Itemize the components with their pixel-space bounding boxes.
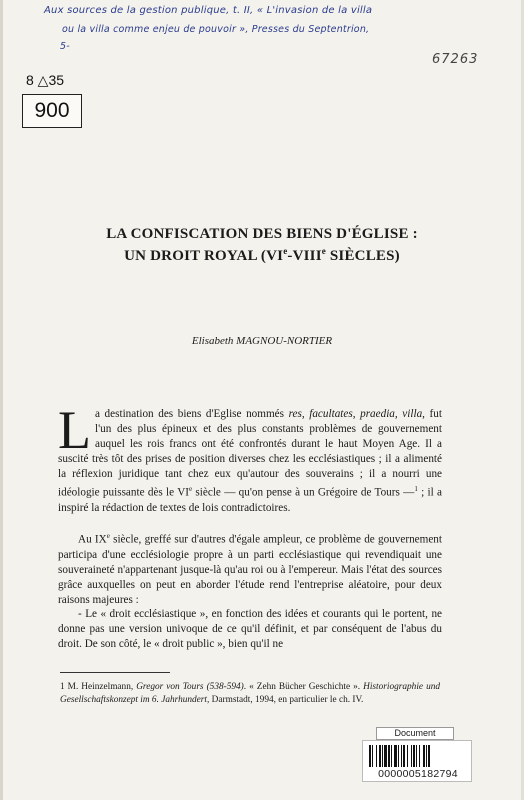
article-title-line-1: LA CONFISCATION DES BIENS D'ÉGLISE : <box>106 226 418 242</box>
handwritten-note-line-2: ou la villa comme enjeu de pouvoir », Presses du Septentrion, <box>62 24 370 35</box>
barcode-number: 0000005182794 <box>378 768 458 780</box>
stamp-box-number: 900 <box>34 99 70 122</box>
paragraph-text: ; il a inspiré la rédaction de textes de lois contradictoires. <box>58 486 443 514</box>
paragraph-text: , fut l'un des plus épineux et des plus constants problèmes de gouvernement auquel les rois francs ont été confrontés durant le haut Moyen Age. Il a suscité très tôt des prises de position diverses chez les ecclésiastiques ; il a alimenté la réflexion juridique tant chez eux qu'autour des souverains ; il a nourri une idéologie puissante dès le VI <box>58 408 442 499</box>
superscript: e <box>106 532 110 540</box>
footnote-reference: 1 <box>414 485 418 493</box>
footnote-divider <box>60 672 170 673</box>
paragraph-text: a destination des biens d'Eglise nommés <box>95 408 289 420</box>
title-text: -VIII <box>287 248 322 264</box>
handwritten-note-line-1: Aux sources de la gestion publique, t. II, « L'invasion de la villa <box>44 5 373 16</box>
paragraph-3: - Le « droit ecclésiastique », en fonction des idées et courants qui le portent, ne donne pas une version univoque de ce qu'il définit, et par conséquent de l'abus du droit. De son côté, le « droit public », bien qu'il ne <box>58 608 442 650</box>
footnote-1 <box>60 681 440 707</box>
stamp-shelf-mark: 8 △35 <box>26 72 65 88</box>
title-text: UN DROIT ROYAL (VI <box>124 248 284 264</box>
footnote-italic-text: Historiographie und Gesellschaftskonzept im 6. Jahrhundert <box>60 682 441 705</box>
paragraph-text: siècle — qu'on pense à un Grégoire de Tours — <box>192 486 415 499</box>
handwritten-catalog-code: 67263 <box>432 52 479 67</box>
article-title-line-2 <box>40 246 484 265</box>
barcode-sticker <box>362 740 472 782</box>
author-name: Elisabeth MAGNOU-NORTIER <box>191 335 333 347</box>
barcode-label: Document <box>376 727 454 740</box>
paragraph-italic-text: res, facultates, praedia, villa <box>288 408 423 420</box>
footnote-text: 1 M. Heinzelmann, <box>60 682 137 692</box>
paragraph-text: siècle, greffé sur d'autres d'égale ampleur, ce problème de gouvernement participa d'une ecclésiologie propre à un parti ecclésiastique qui revendiquait une souveraineté n'appartenant jusque-là qu'au roi ou à l'empereur. Mais l'état des sources grâce auxquelles on peut en aborder l'étude rend l'entreprise aléatoire, pour deux raisons majeures : <box>58 533 443 606</box>
title-text: SIÈCLES) <box>325 248 400 264</box>
title-superscript: e <box>283 246 288 256</box>
superscript: e <box>189 485 193 493</box>
footnote-text: , Darmstadt, 1994, en particulier le ch. IV. <box>207 695 364 705</box>
title-superscript: e <box>321 246 326 256</box>
barcode-icon <box>369 745 467 767</box>
footnote-italic-text: Gregor von Tours (538-594) <box>136 682 244 692</box>
paragraph-text: Au IX <box>78 533 107 546</box>
drop-cap: L <box>58 400 91 460</box>
paragraph-2 <box>58 529 442 608</box>
handwritten-note-line-3: 5- <box>60 41 70 52</box>
footnote-text: . « Zehn Bücher Geschichte ». <box>243 682 364 692</box>
stamp-box <box>22 94 82 128</box>
paragraph-1 <box>58 400 443 516</box>
